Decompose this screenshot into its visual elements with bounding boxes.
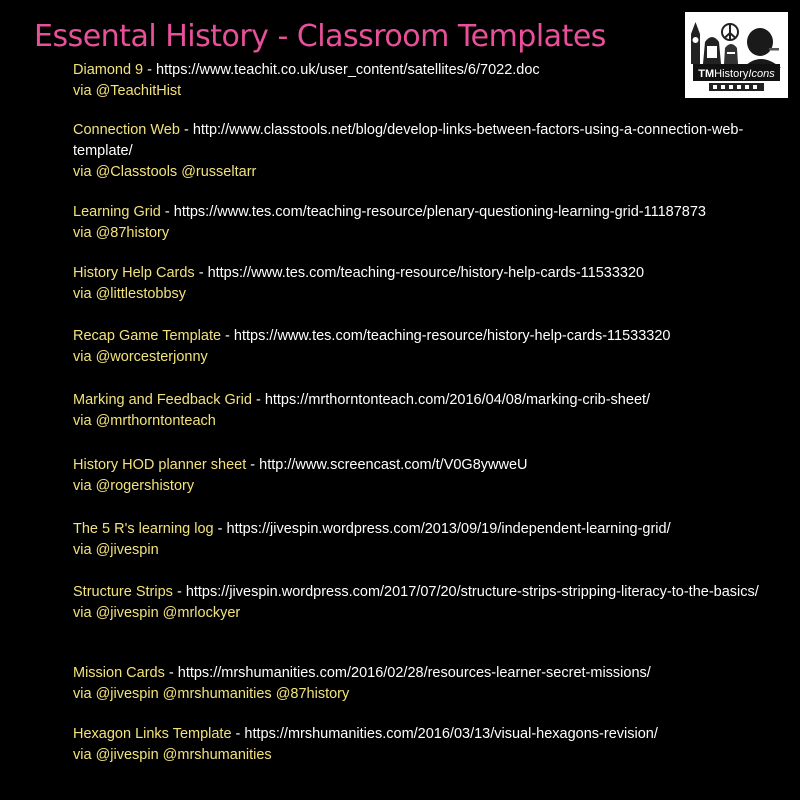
logo-brand-mid: History [714,68,749,80]
credit-handles: via @jivespin @mrlockyer [73,605,241,621]
list-item [73,326,773,368]
credit-handles: via @TeachitHist [73,83,182,99]
separator: - [164,665,178,681]
template-link[interactable]: https://jivespin.wordpress.com/2017/07/20/structure-strips-stripping-literacy-to-the-basics/ [185,584,759,600]
separator: - [172,584,186,600]
credit-handles: via @worcesterjonny [73,349,208,365]
template-link[interactable]: https://www.tes.com/teaching-resource/history-help-cards-11533320 [207,265,645,281]
churchill-icon [747,28,773,56]
template-name: Structure Strips [73,584,173,600]
template-link[interactable]: http://www.screencast.com/t/V0G8ywweU [259,457,528,473]
logo-brand-end: Icons [748,68,775,80]
template-name: History Help Cards [73,265,195,281]
separator: - [143,62,157,78]
credit-handles: via @jivespin @mrshumanities [73,747,272,763]
separator: - [251,392,265,408]
list-item [73,202,773,244]
credit-handles: via @jivespin [73,542,159,558]
template-name: Diamond 9 [73,62,144,78]
template-link[interactable]: https://mrthorntonteach.com/2016/04/08/marking-crib-sheet/ [264,392,651,408]
template-name: History HOD planner sheet [73,457,247,473]
template-name: Mission Cards [73,665,165,681]
template-name: Recap Game Template [73,328,222,344]
list-item [73,582,773,624]
template-name: Learning Grid [73,204,161,220]
credit-handles: via @jivespin @mrshumanities @87history [73,686,350,702]
separator: - [221,328,234,344]
list-item [73,60,773,102]
list-item [73,263,773,305]
list-item [73,390,773,432]
credit-handles: via @littlestobbsy [73,286,187,302]
logo-brand-bold: TM [698,68,715,80]
list-item [73,519,773,561]
template-link[interactable]: https://www.tes.com/teaching-resource/history-help-cards-11533320 [233,328,671,344]
page-title: Essental History - Classroom Templates [34,19,606,54]
separator: - [246,457,260,473]
credit-handles: via @Classtools @russeltarr [73,164,257,180]
template-name: Connection Web [73,122,180,138]
separator: - [194,265,208,281]
separator: - [213,521,227,537]
credit-handles: via @87history [73,225,170,241]
credit-handles: via @rogershistory [73,478,195,494]
template-name: Hexagon Links Template [73,726,232,742]
template-link[interactable]: http://www.classtools.net/blog/develop-links-between-factors-using-a-connection-web-template/ [73,122,744,159]
template-link[interactable]: https://www.teachit.co.uk/user_content/satellites/6/7022.doc [156,62,540,78]
list-item [73,663,773,705]
credit-handles: via @mrthorntonteach [73,413,216,429]
template-link[interactable]: https://www.tes.com/teaching-resource/plenary-questioning-learning-grid-11187873 [173,204,706,220]
separator: - [160,204,174,220]
list-item [73,455,773,497]
template-name: Marking and Feedback Grid [73,392,252,408]
template-link[interactable]: https://jivespin.wordpress.com/2013/09/19/independent-learning-grid/ [226,521,671,537]
separator: - [231,726,245,742]
template-link[interactable]: https://mrshumanities.com/2016/03/13/visual-hexagons-revision/ [244,726,658,742]
list-item [73,724,773,766]
template-link[interactable]: https://mrshumanities.com/2016/02/28/resources-learner-secret-missions/ [177,665,651,681]
template-name: The 5 R's learning log [73,521,214,537]
list-item [73,120,773,183]
separator: - [179,122,193,138]
